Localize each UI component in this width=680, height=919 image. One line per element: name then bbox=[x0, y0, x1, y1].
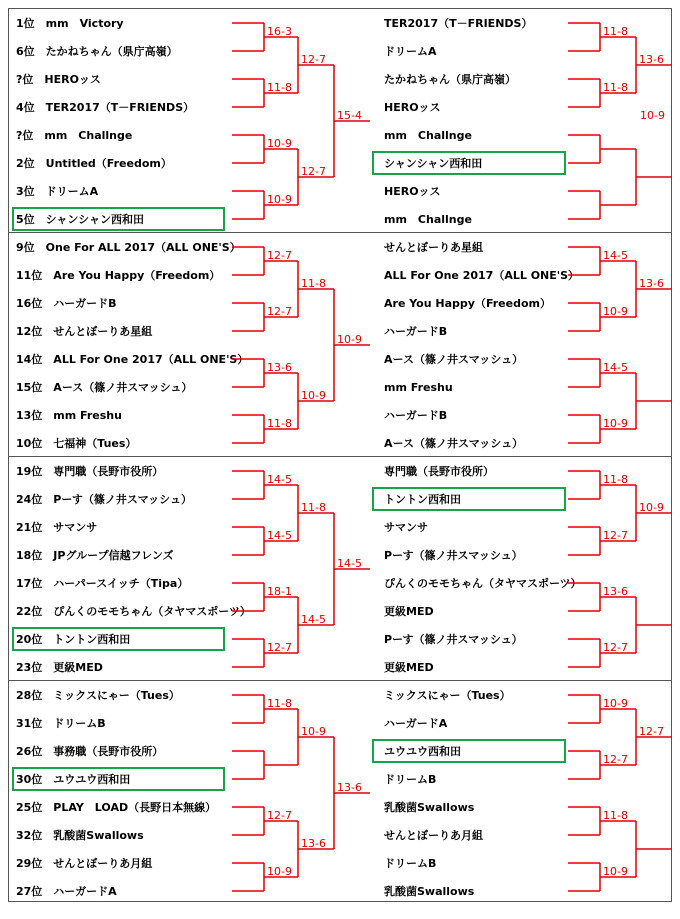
match-score: 14-5 bbox=[267, 529, 292, 542]
team-label: 12位 せんとぼーりあ星組 bbox=[16, 325, 153, 338]
match-score: 18-1 bbox=[267, 585, 292, 598]
team-label: Are You Happy（Freedom） bbox=[384, 297, 551, 310]
match-score: 13-6 bbox=[337, 781, 362, 794]
team-label: Aース（篠ノ井スマッシュ） bbox=[384, 353, 524, 366]
match-score: 11-8 bbox=[267, 81, 292, 94]
team-label: Pーす（篠ノ井スマッシュ） bbox=[384, 549, 523, 562]
team-label: TER2017（T－FRIENDS） bbox=[384, 17, 533, 30]
team-label: 3位 ドリームA bbox=[16, 185, 99, 198]
team-label: 26位 事務職（長野市役所） bbox=[16, 745, 164, 758]
team-label: ハーガードB bbox=[384, 409, 448, 422]
match-score: 12-7 bbox=[603, 529, 628, 542]
team-label: ミックスにゃー（Tues） bbox=[384, 689, 511, 702]
team-label: HEROッス bbox=[384, 101, 441, 114]
match-score: 11-8 bbox=[603, 25, 628, 38]
team-label: 18位 JPグループ信越フレンズ bbox=[16, 549, 174, 562]
match-score: 13-6 bbox=[301, 837, 326, 850]
match-score: 15-4 bbox=[337, 109, 362, 122]
team-label: ALL For One 2017（ALL ONE'S） bbox=[384, 269, 580, 282]
team-label: ぴんくのモモちゃん（タヤマスポーツ） bbox=[384, 577, 582, 590]
match-score: 13-6 bbox=[639, 277, 664, 290]
match-score: 10-9 bbox=[603, 417, 628, 430]
team-label: 5位 シャンシャン西和田 bbox=[16, 213, 144, 226]
team-label: 更級MED bbox=[384, 605, 434, 618]
match-score: 11-8 bbox=[603, 809, 628, 822]
team-label: ?位 HEROッス bbox=[16, 73, 101, 86]
team-label: 専門職（長野市役所） bbox=[384, 465, 494, 478]
match-score: 10-9 bbox=[267, 193, 292, 206]
match-score: 14-5 bbox=[301, 613, 326, 626]
match-score: 11-8 bbox=[301, 501, 326, 514]
team-label: 32位 乳酸菌Swallows bbox=[16, 829, 144, 842]
team-label: mm Challnge bbox=[384, 213, 472, 226]
team-label: 15位 Aース（篠ノ井スマッシュ） bbox=[16, 381, 193, 394]
team-label: 19位 専門職（長野市役所） bbox=[16, 465, 164, 478]
team-label: 乳酸菌Swallows bbox=[384, 801, 475, 814]
match-score: 10-9 bbox=[639, 501, 664, 514]
team-label: 10位 七福神（Tues） bbox=[16, 437, 137, 450]
team-label: Pーす（篠ノ井スマッシュ） bbox=[384, 633, 523, 646]
team-label: 28位 ミックスにゃー（Tues） bbox=[16, 689, 180, 702]
team-label: ?位 mm Challnge bbox=[16, 129, 133, 142]
team-label: 1位 mm Victory bbox=[16, 17, 124, 30]
match-score: 13-6 bbox=[639, 53, 664, 66]
match-score: 10-9 bbox=[267, 137, 292, 150]
team-label: 24位 Pーす（篠ノ井スマッシュ） bbox=[16, 493, 192, 506]
team-label: 更級MED bbox=[384, 661, 434, 674]
team-label: ドリームB bbox=[384, 857, 437, 870]
team-label: ユウユウ西和田 bbox=[384, 745, 461, 758]
team-label: 11位 Are You Happy（Freedom） bbox=[16, 269, 221, 282]
team-label: 23位 更級MED bbox=[16, 661, 103, 674]
team-label: 16位 ハーガードB bbox=[16, 297, 117, 310]
team-label: ドリームB bbox=[384, 773, 437, 786]
match-score: 12-7 bbox=[301, 165, 326, 178]
match-score: 10-9 bbox=[301, 725, 326, 738]
match-score: 12-7 bbox=[603, 641, 628, 654]
match-score: 11-8 bbox=[301, 277, 326, 290]
match-score: 10-9 bbox=[603, 865, 628, 878]
match-score: 10-9 bbox=[301, 389, 326, 402]
team-label: 22位 ぴんくのモモちゃん（タヤマスポーツ） bbox=[16, 605, 251, 618]
match-score: 11-8 bbox=[603, 81, 628, 94]
team-label: 31位 ドリームB bbox=[16, 717, 106, 730]
match-score: 12-7 bbox=[267, 249, 292, 262]
match-score: 14-5 bbox=[603, 249, 628, 262]
team-label: 9位 One For ALL 2017（ALL ONE'S） bbox=[16, 241, 241, 254]
match-score: 13-6 bbox=[267, 361, 292, 374]
team-label: トントン西和田 bbox=[384, 493, 461, 506]
match-score: 10-9 bbox=[603, 305, 628, 318]
team-label: 2位 Untitled（Freedom） bbox=[16, 157, 172, 170]
team-label: ドリームA bbox=[384, 45, 437, 58]
team-label: たかねちゃん（県庁高嶺） bbox=[384, 73, 516, 86]
match-score: 12-7 bbox=[603, 753, 628, 766]
team-label: 14位 ALL For One 2017（ALL ONE'S） bbox=[16, 353, 249, 366]
match-score: 12-7 bbox=[267, 809, 292, 822]
match-score: 10-9 bbox=[640, 109, 665, 122]
team-label: HEROッス bbox=[384, 185, 441, 198]
match-score: 13-6 bbox=[603, 585, 628, 598]
team-label: 29位 せんとぼーりあ月組 bbox=[16, 857, 153, 870]
team-label: 4位 TER2017（T－FRIENDS） bbox=[16, 101, 195, 114]
match-score: 12-7 bbox=[267, 641, 292, 654]
match-score: 12-7 bbox=[267, 305, 292, 318]
team-label: サマンサ bbox=[384, 521, 428, 534]
team-label: 21位 サマンサ bbox=[16, 521, 98, 534]
match-score: 10-9 bbox=[603, 697, 628, 710]
team-label: mm Challnge bbox=[384, 129, 472, 142]
match-score: 14-5 bbox=[337, 557, 362, 570]
team-label: 25位 PLAY LOAD（長野日本無線） bbox=[16, 801, 217, 814]
team-label: Aース（篠ノ井スマッシュ） bbox=[384, 437, 524, 450]
team-label: せんとぼーりあ星組 bbox=[384, 241, 483, 254]
match-score: 14-5 bbox=[603, 361, 628, 374]
team-label: 27位 ハーガードA bbox=[16, 885, 117, 898]
team-label: シャンシャン西和田 bbox=[384, 157, 483, 170]
match-score: 16-3 bbox=[267, 25, 292, 38]
match-score: 11-8 bbox=[603, 473, 628, 486]
team-label: 20位 トントン西和田 bbox=[16, 633, 131, 646]
match-score: 10-9 bbox=[267, 865, 292, 878]
team-label: 30位 ユウユウ西和田 bbox=[16, 773, 131, 786]
team-label: mm Freshu bbox=[384, 381, 453, 394]
team-label: ハーガードB bbox=[384, 325, 448, 338]
match-score: 11-8 bbox=[267, 417, 292, 430]
match-score: 12-7 bbox=[301, 53, 326, 66]
match-score: 12-7 bbox=[639, 725, 664, 738]
team-label: 6位 たかねちゃん（県庁高嶺） bbox=[16, 45, 178, 58]
team-label: 乳酸菌Swallows bbox=[384, 885, 475, 898]
team-label: ハーガードA bbox=[384, 717, 448, 730]
team-label: せんとぼーりあ月組 bbox=[384, 829, 483, 842]
match-score: 11-8 bbox=[267, 697, 292, 710]
team-label: 13位 mm Freshu bbox=[16, 409, 122, 422]
team-label: 17位 ハーパースイッチ（Tipa） bbox=[16, 577, 189, 590]
match-score: 14-5 bbox=[267, 473, 292, 486]
match-score: 10-9 bbox=[337, 333, 362, 346]
